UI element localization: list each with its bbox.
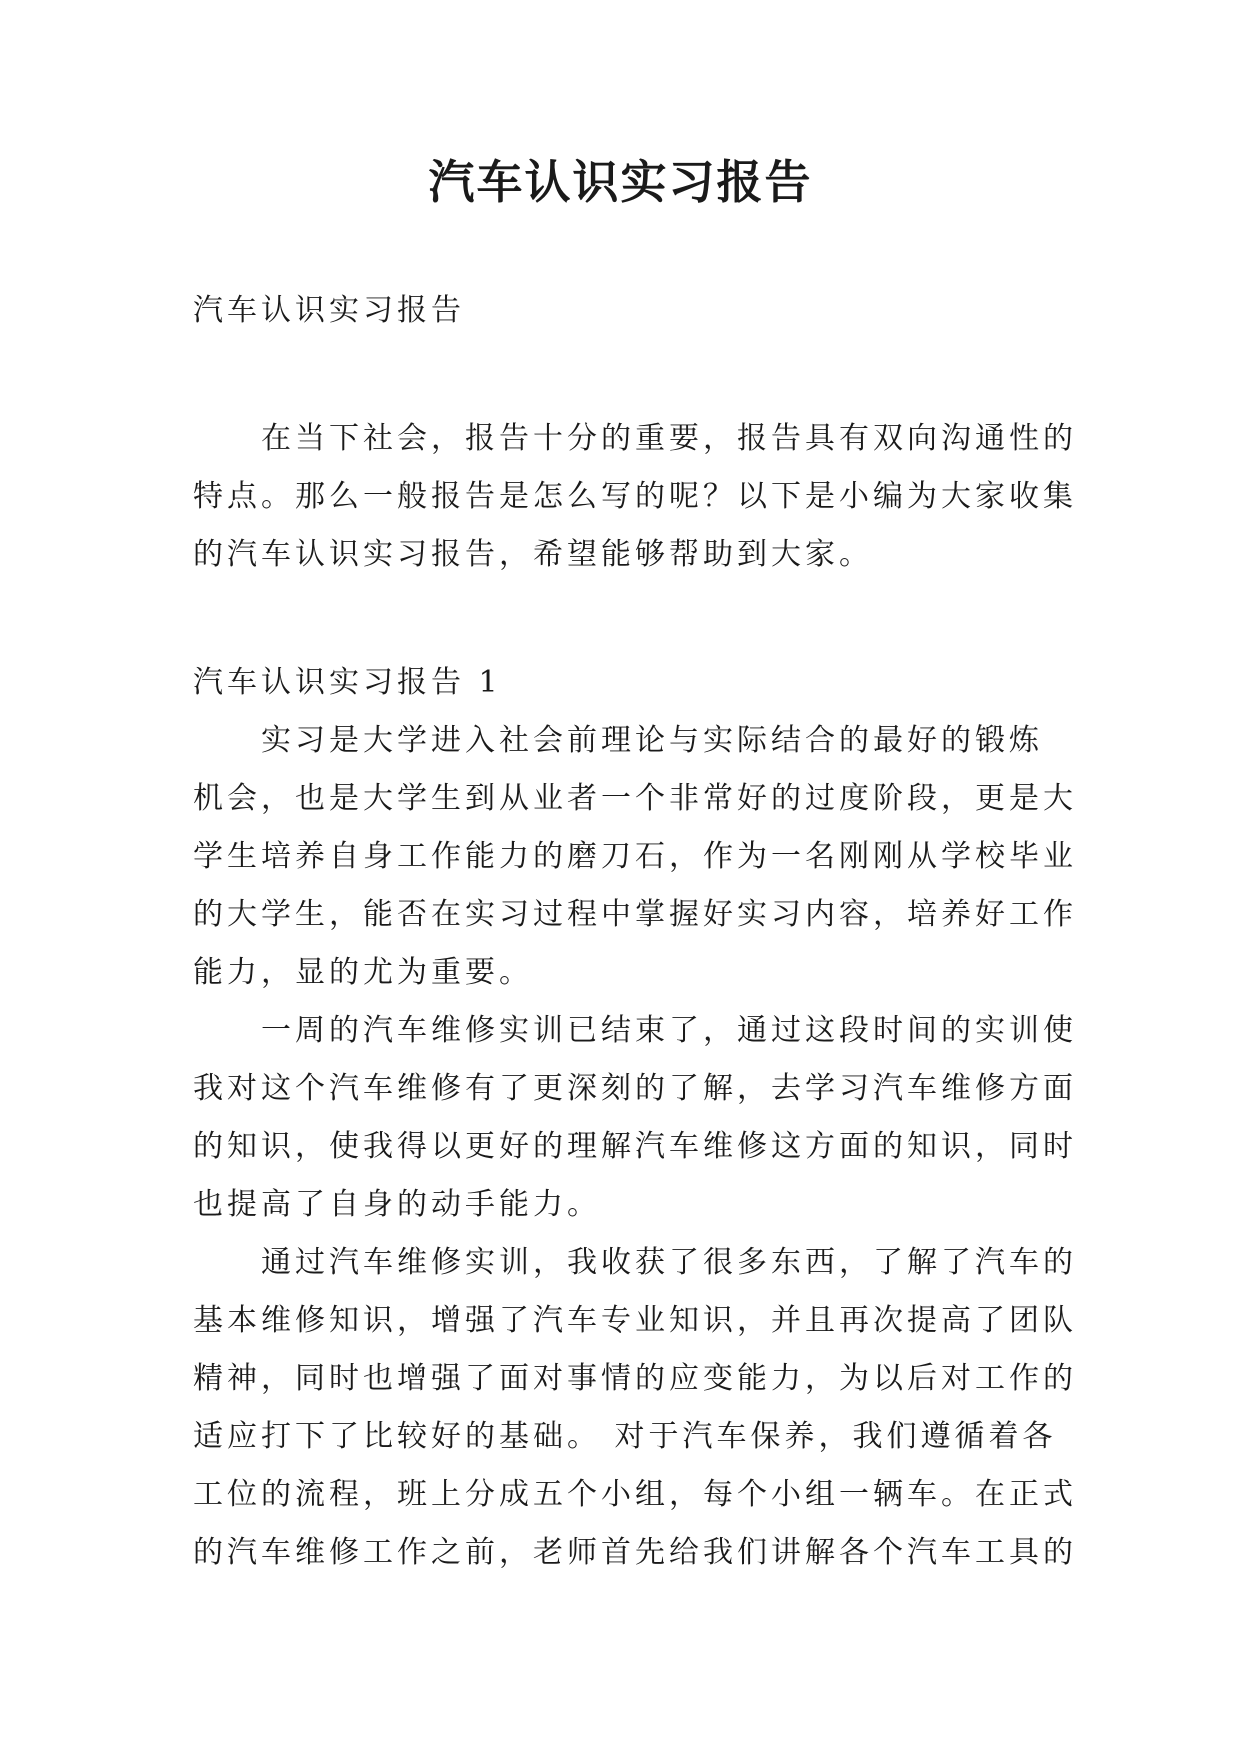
text-line: 特点。那么一般报告是怎么写的呢？以下是小编为大家收集 bbox=[193, 479, 1077, 514]
text-line: 能力，显的尤为重要。 bbox=[193, 955, 533, 990]
text-line: 精神，同时也增强了面对事情的应变能力，为以后对工作的 bbox=[193, 1361, 1077, 1396]
text-line: 在当下社会，报告十分的重要，报告具有双向沟通性的 bbox=[261, 421, 1077, 456]
document-subtitle: 汽车认识实习报告 bbox=[193, 293, 465, 328]
text-line: 也提高了自身的动手能力。 bbox=[193, 1187, 601, 1222]
document-title: 汽车认识实习报告 bbox=[428, 155, 813, 209]
text-line: 通过汽车维修实训，我收获了很多东西，了解了汽车的 bbox=[261, 1245, 1077, 1280]
intro-paragraph bbox=[193, 410, 1077, 584]
text-line: 的汽车认识实习报告，希望能够帮助到大家。 bbox=[193, 537, 873, 572]
section-heading: 汽车认识实习报告 1 bbox=[193, 665, 502, 700]
text-line: 的汽车维修工作之前，老师首先给我们讲解各个汽车工具的 bbox=[193, 1535, 1077, 1570]
text-line: 适应打下了比较好的基础。 对于汽车保养，我们遵循着各 bbox=[193, 1419, 1057, 1454]
body-paragraph-2 bbox=[193, 1002, 1077, 1234]
text-line: 我对这个汽车维修有了更深刻的了解，去学习汽车维修方面 bbox=[193, 1071, 1077, 1106]
text-line: 一周的汽车维修实训已结束了，通过这段时间的实训使 bbox=[261, 1013, 1077, 1048]
text-line: 的知识，使我得以更好的理解汽车维修这方面的知识，同时 bbox=[193, 1129, 1077, 1164]
text-line: 的大学生，能否在实习过程中掌握好实习内容，培养好工作 bbox=[193, 897, 1077, 932]
body-paragraph-1 bbox=[193, 712, 1077, 1002]
body-paragraph-3 bbox=[193, 1234, 1077, 1582]
text-line: 学生培养自身工作能力的磨刀石，作为一名刚刚从学校毕业 bbox=[193, 839, 1077, 874]
text-line: 机会，也是大学生到从业者一个非常好的过度阶段，更是大 bbox=[193, 781, 1077, 816]
text-line: 基本维修知识，增强了汽车专业知识，并且再次提高了团队 bbox=[193, 1303, 1077, 1338]
document-body bbox=[193, 282, 1077, 1582]
text-line: 工位的流程，班上分成五个小组，每个小组一辆车。在正式 bbox=[193, 1477, 1077, 1512]
text-line: 实习是大学进入社会前理论与实际结合的最好的锻炼 bbox=[261, 723, 1043, 758]
